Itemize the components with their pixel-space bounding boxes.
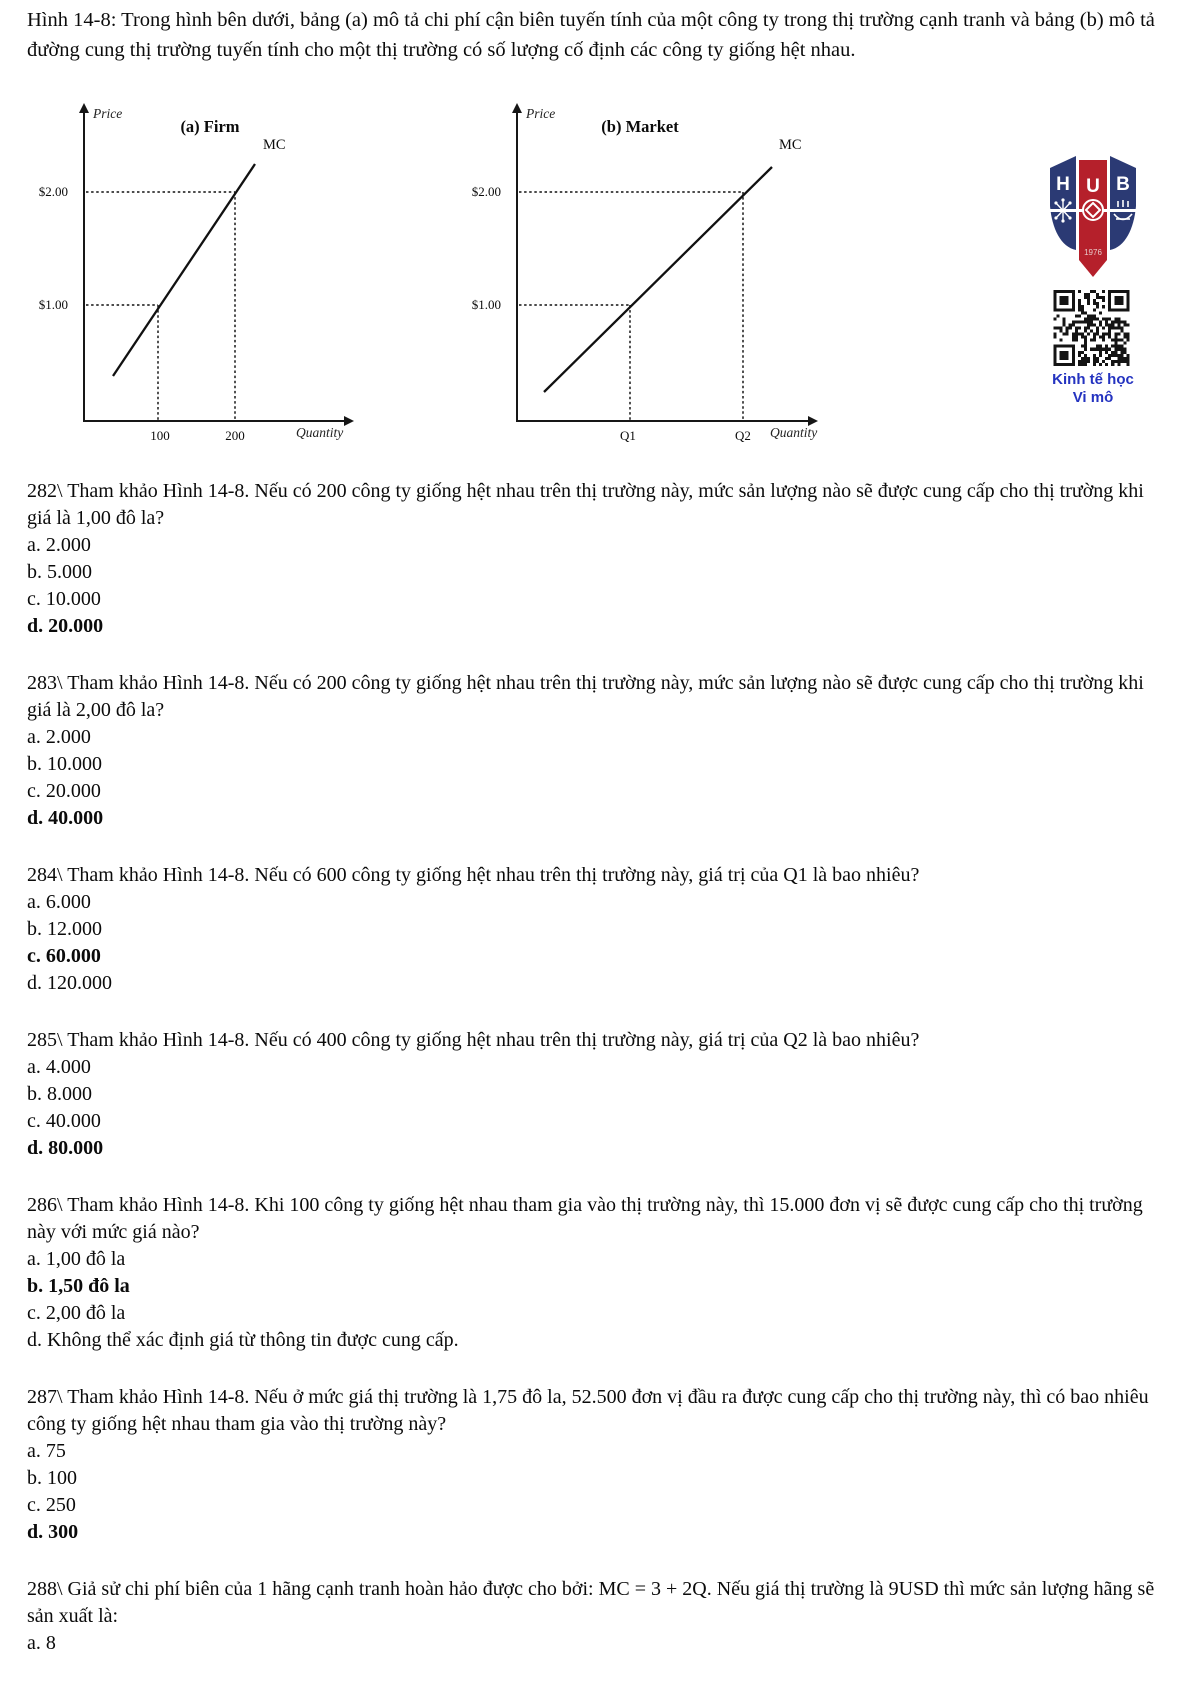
- answer-option: d. 20.000: [27, 615, 104, 637]
- answer-option: a. 2.000: [27, 534, 91, 556]
- question-block: [27, 670, 1167, 832]
- question-block: [27, 862, 1167, 997]
- answer-option: b. 1,50 đô la: [27, 1275, 130, 1297]
- answer-option: c. 250: [27, 1494, 76, 1516]
- firm-price-label: Price: [93, 106, 123, 121]
- market-y-axis-arrow-icon: [512, 103, 522, 113]
- logo-coin-icon: [1083, 200, 1103, 220]
- answer-option: a. 8: [27, 1632, 56, 1654]
- question-text: 287\ Tham khảo Hình 14-8. Nếu ở mức giá thị trường là 1,75 đô la, 52.500 đơn vị đầu ra được cung cấp cho thị trường này, thì có bao nhiêu công ty giống hệt nhau tham gia vào thị trường này?: [27, 1386, 1154, 1435]
- logo-year: 1976: [1084, 248, 1102, 257]
- chart-firm: [20, 105, 380, 450]
- answer-option: b. 12.000: [27, 918, 102, 940]
- question-text: 283\ Tham khảo Hình 14-8. Nếu có 200 công ty giống hệt nhau trên thị trường này, mức sản lượng nào sẽ được cung cấp cho thị trường khi giá là 2,00 đô la?: [27, 672, 1149, 721]
- answer-option: b. 8.000: [27, 1083, 92, 1105]
- firm-mc-label: MC: [263, 137, 286, 153]
- answer-option: a. 75: [27, 1440, 66, 1462]
- market-y-axis: [516, 111, 518, 422]
- market-x-axis: [516, 420, 809, 422]
- answer-option: b. 5.000: [27, 561, 92, 583]
- mc-curve: [113, 164, 255, 376]
- mc-curve: [544, 167, 772, 392]
- question-options: [27, 1438, 1167, 1546]
- logo-letter-h: H: [1056, 174, 1070, 195]
- hub-logo: [1047, 150, 1139, 282]
- market-quantity-label: Quantity: [770, 425, 818, 440]
- market-plot-lines: [430, 105, 835, 450]
- firm-x-axis: [83, 420, 345, 422]
- answer-option: c. 10.000: [27, 588, 101, 610]
- firm-y-axis: [83, 111, 85, 422]
- market-price-label: Price: [526, 106, 556, 121]
- question-text: 282\ Tham khảo Hình 14-8. Nếu có 200 công ty giống hệt nhau trên thị trường này, mức sản lượng nào sẽ được cung cấp cho thị trường khi giá là 1,00 đô la?: [27, 480, 1149, 529]
- question-block: [27, 1384, 1167, 1546]
- answer-option: c. 2,00 đô la: [27, 1302, 126, 1324]
- question-options: [27, 1246, 1167, 1354]
- firm-q-tick-100: 100: [150, 428, 170, 443]
- qr-code: [1046, 287, 1137, 369]
- answer-option: b. 100: [27, 1467, 77, 1489]
- firm-title: (a) Firm: [180, 117, 240, 136]
- question-options: [27, 889, 1167, 997]
- question-block: [27, 1576, 1167, 1657]
- questions: [27, 478, 1167, 1687]
- market-q-tick-q1: Q1: [620, 428, 636, 443]
- answer-option: d. 120.000: [27, 972, 112, 994]
- answer-option: a. 2.000: [27, 726, 91, 748]
- firm-q-tick-200: 200: [225, 428, 245, 443]
- answer-option: a. 1,00 đô la: [27, 1248, 126, 1270]
- firm-quantity-label: Quantity: [296, 425, 344, 440]
- question-options: [27, 724, 1167, 832]
- qr-caption-line1: Kinh tế học: [1052, 371, 1134, 388]
- answer-option: d. 40.000: [27, 807, 104, 829]
- answer-option: c. 60.000: [27, 945, 101, 967]
- question-block: [27, 1192, 1167, 1354]
- question-options: [27, 532, 1167, 640]
- figure-caption: Hình 14-8: Trong hình bên dưới, bảng (a) mô tả chi phí cận biên tuyến tính của một công ty trong thị trường cạnh tranh và bảng (b) mô tả đường cung thị trường tuyến tính cho một thị trường có số lượng cố định các công ty giống hệt nhau.: [27, 9, 1155, 61]
- answer-option: c. 40.000: [27, 1110, 101, 1132]
- firm-plot-lines: [20, 105, 380, 450]
- market-title: (b) Market: [601, 117, 679, 136]
- answer-option: a. 4.000: [27, 1056, 91, 1078]
- qr-caption: [1017, 371, 1169, 407]
- question-block: [27, 1027, 1167, 1162]
- firm-y-axis-arrow-icon: [79, 103, 89, 113]
- question-options: [27, 1054, 1167, 1162]
- answer-option: c. 20.000: [27, 780, 101, 802]
- answer-option: a. 6.000: [27, 891, 91, 913]
- answer-option: b. 10.000: [27, 753, 102, 775]
- firm-x-axis-arrow-icon: [344, 416, 354, 426]
- market-mc-label: MC: [779, 137, 802, 153]
- firm-price-tick-2: $2.00: [38, 184, 68, 199]
- answer-option: d. 300: [27, 1521, 79, 1543]
- logo-letter-u: U: [1086, 176, 1100, 197]
- firm-price-tick-1: $1.00: [38, 297, 68, 312]
- question-text: 285\ Tham khảo Hình 14-8. Nếu có 400 công ty giống hệt nhau trên thị trường này, giá trị của Q2 là bao nhiêu?: [27, 1029, 920, 1051]
- qr-caption-line2: Vi mô: [1072, 389, 1114, 406]
- question-text: 286\ Tham khảo Hình 14-8. Khi 100 công ty giống hệt nhau tham gia vào thị trường này, thì 15.000 đơn vị sẽ được cung cấp cho thị trường này với mức giá nào?: [27, 1194, 1148, 1243]
- question-block: [27, 478, 1167, 640]
- market-price-tick-2: $2.00: [471, 184, 501, 199]
- market-price-tick-1: $1.00: [471, 297, 501, 312]
- logo-letter-b: B: [1116, 174, 1130, 195]
- answer-option: d. 80.000: [27, 1137, 104, 1159]
- question-text: 284\ Tham khảo Hình 14-8. Nếu có 600 công ty giống hệt nhau trên thị trường này, giá trị của Q1 là bao nhiêu?: [27, 864, 920, 886]
- market-q-tick-q2: Q2: [735, 428, 751, 443]
- chart-market: [430, 105, 835, 450]
- answer-option: d. Không thể xác định giá từ thông tin được cung cấp.: [27, 1329, 459, 1351]
- question-text: 288\ Giả sử chi phí biên của 1 hãng cạnh tranh hoàn hảo được cho bởi: MC = 3 + 2Q. Nếu giá thị trường là 9USD thì mức sản lượng hãng sẽ sản xuất là:: [27, 1578, 1160, 1627]
- question-options: [27, 1630, 1167, 1657]
